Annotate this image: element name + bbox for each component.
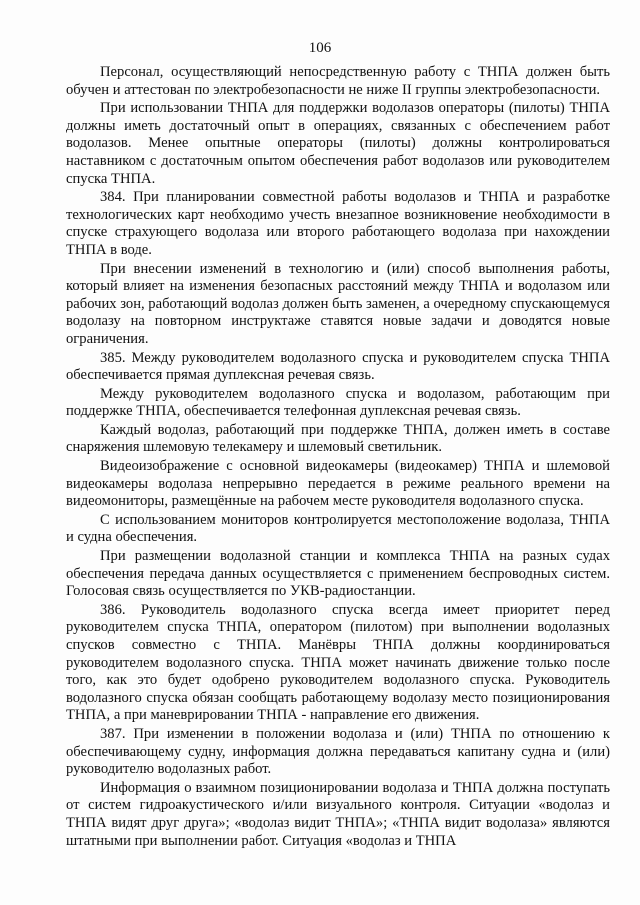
document-body [66,64,610,850]
paragraph-monitor-control: С использованием мониторов контролируется местоположение водолаза, ТНПА и судна обеспечения. [66,511,610,546]
paragraph-386: 386. Руководитель водолазного спуска всегда имеет приоритет перед руководителем спуска ТНПА, оператором (пилотом) при выполнении водолазных спусков совместно с ТНПА. Манёвры ТНПА должны координироваться руководителем водолазного спуска. ТНПА может начинать движение только после того, как это будет одобрено руководителем водолазного спуска. Руководитель водолазного спуска обязан сообщать работающему водолазу место позиционирования ТНПА, а при маневрировании ТНПА - направление его движения. [66,601,610,724]
page-number: 106 [308,40,332,56]
paragraph-387: 387. При изменении в положении водолаза и (или) ТНПА по отношению к обеспечивающему судну, информация должна передаваться капитану судна и (или) руководителю водолазных работ. [66,725,610,778]
paragraph-operators-experience: При использовании ТНПА для поддержки водолазов операторы (пилоты) ТНПА должны иметь достаточный опыт в операциях, связанных с обеспечением работ водолазов. Менее опытные операторы (пилоты) должны контролироваться наставником с достаточным опытом обеспечения работ водолазов или руководителем спуска ТНПА. [66,100,610,187]
paragraph-384: 384. При планировании совместной работы водолазов и ТНПА и разработке технологических карт необходимо учесть внезапное возникновение необходимости в спуске страхующего водолаза или второго работающего водолаза при нахождении ТНПА в воде. [66,189,610,258]
paragraph-personnel-training: Персонал, осуществляющий непосредственную работу с ТНПА должен быть обучен и аттестован по электробезопасности не ниже II группы электробезопасности. [66,64,610,98]
paragraph-385: 385. Между руководителем водолазного спуска и руководителем спуска ТНПА обеспечивается прямая дуплексная речевая связь. [66,349,610,384]
paragraph-helmet-camera: Каждый водолаз, работающий при поддержке ТНПА, должен иметь в составе снаряжения шлемовую телекамеру и шлемовый светильник. [66,421,610,456]
paragraph-wireless-data: При размещении водолазной станции и комплекса ТНПА на разных судах обеспечения передача данных осуществляется с применением беспроводных систем. Голосовая связь осуществляется по УКВ-радиостанции. [66,548,610,600]
paragraph-phone-link: Между руководителем водолазного спуска и водолазом, работающим при поддержке ТНПА, обеспечивается телефонная дуплексная речевая связь. [66,385,610,420]
paragraph-technology-changes: При внесении изменений в технологию и (или) способ выполнения работы, который влияет на изменения безопасных расстояний между ТНПА и водолазом или рабочих зон, работающий водолаз должен быть заменен, а очередному спускающемуся водолазу на повторном инструктаже ставятся новые задачи и доводятся новые ограничения. [66,260,610,347]
paragraph-video-feed: Видеоизображение с основной видеокамеры (видеокамер) ТНПА и шлемовой видеокамеры водолаза непрерывно передается в режиме реального времени на видеомониторы, размещённые на рабочем месте руководителя водолазного спуска. [66,458,610,510]
paragraph-positioning-info: Информация о взаимном позиционировании водолаза и ТНПА должна поступать от систем гидроакустического и/или визуального контроля. Ситуации «водолаз и ТНПА видят друг друга»; «водолаз видит ТНПА»; «ТНПА видит водолаза» являются штатными при выполнении работ. Ситуация «водолаз и ТНПА [66,779,610,849]
